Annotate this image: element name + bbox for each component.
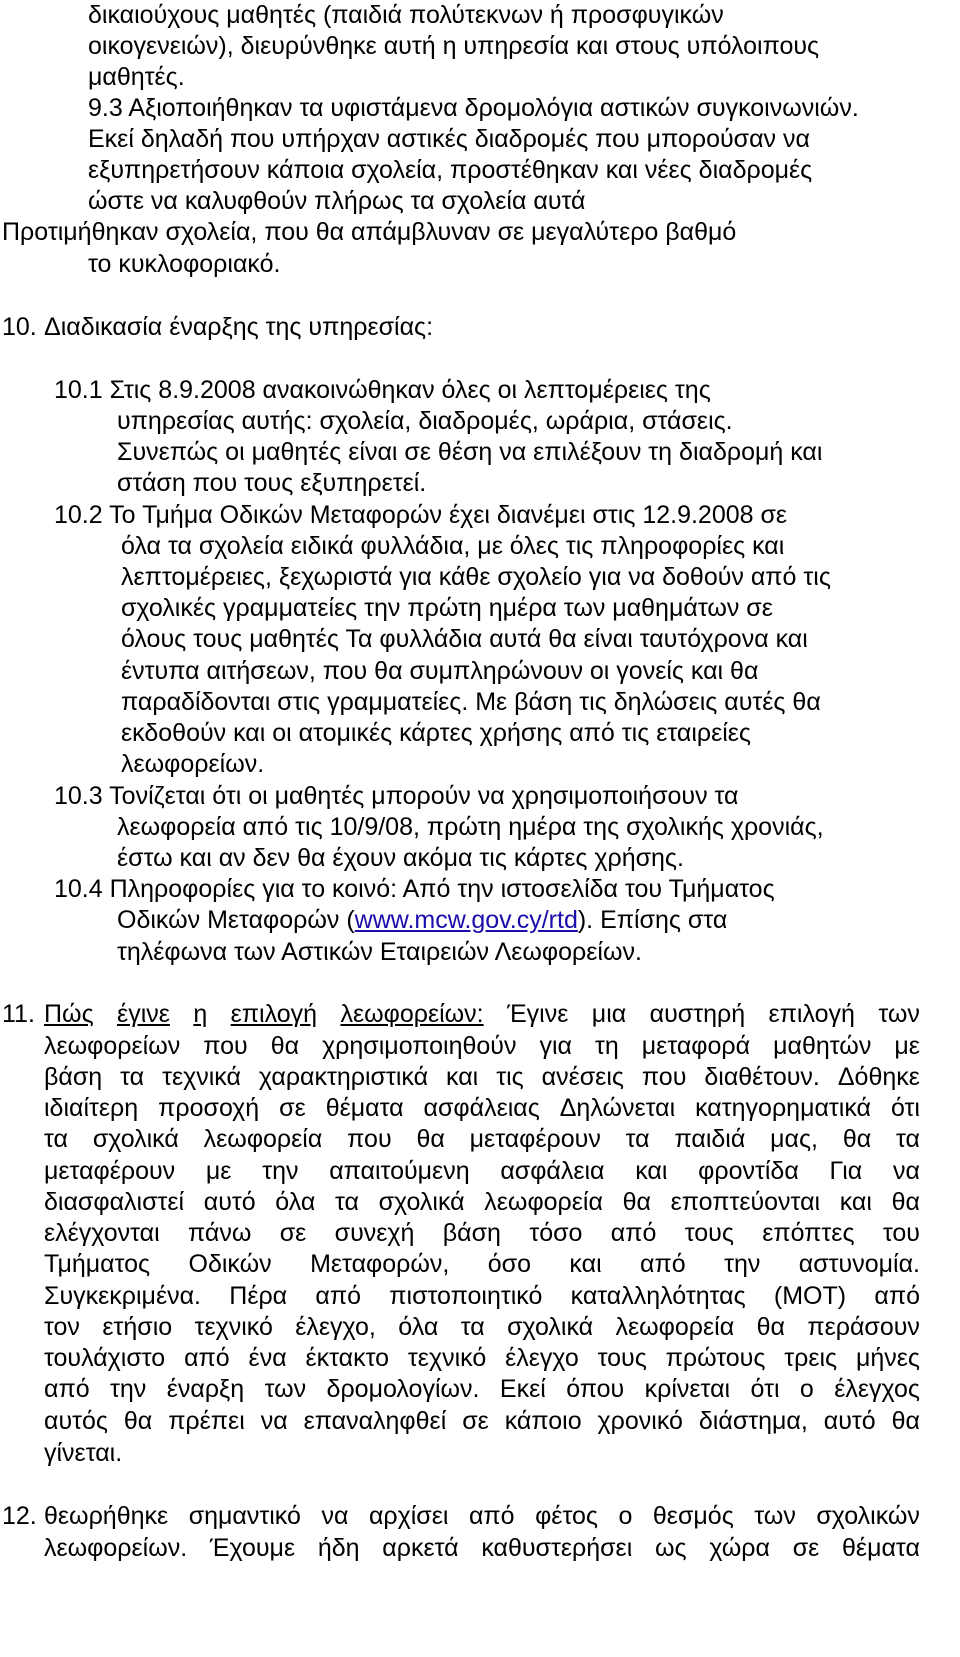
word: μεταφέρουν: [469, 1125, 601, 1154]
word: διάστημα,: [698, 1406, 808, 1435]
word: από: [184, 1344, 230, 1372]
word: έναρξη: [166, 1375, 245, 1404]
section-9-3-line: Προτιμήθηκαν σχολεία, που θα απάμβλυναν σε μεγαλύτερο βαθμό: [2, 218, 737, 246]
word: λεωφορεία: [203, 1125, 323, 1154]
section-11-word: επιλογή: [768, 1000, 855, 1028]
section-10-3-line: έστω και αν δεν θα έχουν ακόμα τις κάρτες χρήσης.: [117, 844, 684, 872]
word: έλεγχο,: [295, 1312, 376, 1341]
section-9-3-line: εξυπηρετήσουν κάποια σχολεία, προστέθηκαν και νέες διαδρομές: [88, 156, 813, 184]
word: χαρακτηριστικά: [258, 1062, 429, 1091]
word: τεχνικά: [162, 1062, 241, 1091]
word: μήνες: [855, 1344, 920, 1372]
section-10-2-line: εκδοθούν και οι ατομικές κάρτες χρήσης από τις εταιρείες: [121, 719, 751, 747]
section-11-heading-word: έγινε: [117, 1000, 170, 1028]
section-9-3-line: 9.3 Αξιοποιήθηκαν τα υφιστάμενα δρομολόγια αστικών συγκοινωνιών.: [88, 94, 859, 122]
word: παιδιά: [674, 1125, 746, 1154]
justified-line: [44, 1312, 920, 1344]
word: από: [44, 1375, 90, 1404]
word: ο: [799, 1375, 814, 1404]
word: ένα: [248, 1344, 287, 1372]
word: τα: [625, 1125, 650, 1154]
word: μεταφορά: [641, 1031, 751, 1060]
section-10-2-line: 10.2 Το Τμήμα Οδικών Μεταφορών έχει διανέμει στις 12.9.2008 σε: [54, 501, 788, 529]
word: τα: [120, 1062, 145, 1091]
word: διασφαλιστεί: [44, 1187, 185, 1216]
word: Τμήματος: [44, 1250, 151, 1279]
word: (ΜΟΤ): [773, 1281, 847, 1310]
section-11-heading-word: η: [193, 1000, 208, 1028]
word: δρομολογίων.: [326, 1375, 480, 1404]
word: Πέρα: [229, 1281, 288, 1310]
word: τεχνικό: [194, 1312, 273, 1341]
word: θα: [891, 1187, 920, 1216]
word: όσο: [487, 1250, 531, 1279]
word: καθυστερήσει: [481, 1533, 633, 1562]
section-9-3-line: ώστε να καλυφθούν πλήρως τα σχολεία αυτά: [88, 187, 586, 215]
justified-line: [44, 1374, 920, 1406]
word: Δόθηκε: [837, 1062, 920, 1091]
word: αυτό: [823, 1406, 876, 1435]
word: των: [754, 1502, 796, 1530]
word: βάση: [44, 1062, 103, 1091]
word: φέτος: [535, 1502, 598, 1530]
section-10-4-line: 10.4 Πληροφορίες για το κοινό: Από την ιστοσελίδα του Τμήματος: [54, 875, 775, 903]
word: χώρα: [709, 1533, 770, 1562]
section-10-2-line: έντυπα αιτήσεων, που θα συμπληρώνουν οι γονείς και θα: [121, 657, 759, 685]
word: περάσουν: [807, 1312, 920, 1341]
section-9-3-line: το κυκλοφοριακό.: [88, 250, 281, 278]
word: συνεχή: [334, 1219, 415, 1247]
word: και: [446, 1062, 479, 1091]
section-11-word: αυστηρή: [649, 1000, 746, 1028]
word: τρεις: [784, 1344, 838, 1372]
section-11-heading-word: Πώς: [44, 1000, 94, 1028]
word: τα: [896, 1125, 920, 1154]
word: σχολικών: [816, 1502, 920, 1530]
word: τα: [334, 1187, 359, 1216]
word: τον: [44, 1312, 80, 1341]
word: χρησιμοποιηθούν: [322, 1031, 517, 1060]
section-10-1-line: υπηρεσίας αυτής: σχολεία, διαδρομές, ωράρια, στάσεις.: [117, 407, 733, 435]
justified-line: [44, 1031, 920, 1063]
section-11-word: των: [878, 1000, 920, 1028]
word: να: [260, 1406, 288, 1435]
word: σχολικά: [378, 1187, 465, 1216]
word: όπου: [566, 1375, 625, 1404]
word: ιδιαίτερη: [44, 1094, 139, 1122]
word: τόσο: [529, 1219, 583, 1247]
word: μας,: [770, 1125, 818, 1154]
word: λεωφορεία: [484, 1187, 603, 1216]
website-link[interactable]: www.mcw.gov.cy/rtd: [354, 906, 578, 934]
word: ανέσεις: [541, 1062, 624, 1091]
word: πρέπει: [168, 1406, 245, 1435]
word: επόπτες: [762, 1219, 855, 1247]
word: τεχνικό: [407, 1344, 487, 1372]
word: Για: [829, 1156, 863, 1185]
justified-line: [44, 1406, 920, 1438]
word: τα: [460, 1312, 485, 1341]
justified-line: [44, 1343, 920, 1375]
word: από: [640, 1250, 686, 1279]
word: κρίνεται: [644, 1375, 731, 1404]
word: ότι: [750, 1375, 780, 1404]
justified-line: [44, 1062, 920, 1094]
word: από: [610, 1219, 657, 1247]
word: επαναληφθεί: [303, 1406, 447, 1435]
word: χρονικό: [597, 1406, 683, 1435]
word: Έχουμε: [209, 1533, 296, 1562]
word: βάση: [442, 1219, 501, 1247]
word: ασφάλειας: [423, 1094, 540, 1122]
word: σε: [279, 1219, 307, 1247]
word: σε: [462, 1406, 489, 1435]
section-10-3-line: λεωφορεία από τις 10/9/08, πρώτη ημέρα της σχολικής χρονιάς,: [117, 813, 824, 841]
section-11-number: 11.: [2, 1000, 35, 1028]
word: θα: [416, 1125, 445, 1154]
section-10-1-line: 10.1 Στις 8.9.2008 ανακοινώθηκαν όλες οι λεπτομέρειες της: [54, 376, 711, 404]
word: τα: [44, 1125, 68, 1154]
word: έκτακτο: [305, 1344, 390, 1372]
section-10-number: 10.: [2, 313, 37, 341]
word: σε: [279, 1094, 306, 1122]
word: Οδικών: [188, 1250, 272, 1279]
word: λεωφορεία: [615, 1312, 735, 1341]
word: αρχίσει: [368, 1502, 449, 1530]
section-10-3-line: 10.3 Τονίζεται ότι οι μαθητές μπορούν να χρησιμοποιήσουν τα: [54, 782, 739, 810]
word: και: [635, 1156, 668, 1185]
word: θα: [891, 1406, 920, 1435]
word: την: [262, 1156, 299, 1185]
word: ότι: [890, 1094, 920, 1122]
word: αυτός: [44, 1406, 108, 1435]
section-10-1-line: στάση που τους εξυπηρετεί.: [117, 469, 427, 497]
paragraph-line: δικαιούχους μαθητές (παιδιά πολύτεκνων ή προσφυγικών: [88, 1, 724, 29]
word: θα: [842, 1125, 872, 1154]
word: έλεγχος: [834, 1375, 920, 1404]
word: και: [839, 1187, 872, 1216]
justified-line: [44, 1249, 920, 1281]
word: πάνω: [188, 1219, 252, 1247]
word: που: [347, 1125, 392, 1154]
section-10-2-line: σχολικές γραμματείες την πρώτη ημέρα των μαθημάτων σε: [121, 594, 773, 622]
word: πρώτους: [665, 1344, 766, 1372]
word: θεσμός: [652, 1502, 734, 1530]
word: καταλληλότητας: [570, 1281, 746, 1310]
word: ως: [655, 1533, 687, 1562]
word: του: [882, 1219, 920, 1247]
word: τη: [595, 1031, 619, 1060]
section-10-2-line: όλους τους μαθητές Τα φυλλάδια αυτά θα είναι ταυτόχρονα και: [121, 625, 808, 653]
word: διαθέτουν.: [704, 1062, 820, 1091]
word: μαθητών: [773, 1031, 872, 1060]
word: να: [321, 1502, 349, 1530]
word: για: [539, 1031, 572, 1060]
word: λεωφορείων: [44, 1031, 181, 1060]
word: ελέγχονται: [44, 1219, 160, 1247]
word: να: [892, 1156, 920, 1185]
word: την: [110, 1375, 147, 1404]
section-10-4-line: τηλέφωνα των Αστικών Εταιρειών Λεωφορείων.: [117, 938, 642, 966]
word: και: [569, 1250, 602, 1279]
section-10-2-line: λεωφορείων.: [121, 750, 265, 778]
section-10-4-text: ). Επίσης στα: [577, 906, 728, 934]
section-10-4-text: Οδικών Μεταφορών (: [117, 906, 355, 934]
word: θέματα: [325, 1094, 404, 1122]
word: Εκεί: [499, 1375, 546, 1404]
section-10-2-line: παραδίδονται στις γραμματείες. Με βάση τις δηλώσεις αυτές θα: [121, 688, 821, 716]
word: θα: [123, 1406, 153, 1435]
word: από: [874, 1281, 920, 1310]
word: τις: [496, 1062, 524, 1091]
word: των: [264, 1375, 307, 1404]
section-10-1-line: Συνεπώς οι μαθητές είναι σε θέση να επιλέξουν τη διαδρομή και: [117, 438, 823, 466]
word: ασφάλεια: [500, 1156, 605, 1185]
word: τουλάχιστο: [44, 1344, 166, 1372]
section-10-2-line: όλα τα σχολεία ειδικά φυλλάδια, με όλες τις πληροφορίες και: [121, 532, 785, 560]
word: από: [315, 1281, 362, 1310]
word: με: [894, 1031, 920, 1060]
justified-line: [44, 1501, 920, 1533]
section-10-4-line: [117, 905, 727, 937]
word: από: [468, 1502, 515, 1530]
section-11-heading-word: επιλογή: [230, 1000, 318, 1028]
word: ετήσιο: [102, 1312, 173, 1341]
word: τους: [597, 1344, 647, 1372]
word: λεωφορείων.: [44, 1533, 188, 1562]
word: Συγκεκριμένα.: [44, 1281, 201, 1310]
justified-line: [44, 1281, 920, 1313]
justified-line: [44, 1187, 920, 1219]
word: μεταφέρουν: [44, 1156, 176, 1185]
word: την: [724, 1250, 761, 1279]
word: σημαντικό: [188, 1502, 301, 1530]
justified-line: [44, 1093, 920, 1125]
word: φροντίδα: [698, 1156, 799, 1185]
word: Δηλώνεται: [559, 1094, 676, 1122]
word: αρκετά: [382, 1533, 459, 1562]
section-11-word: μια: [591, 1000, 627, 1028]
justified-line: [44, 1533, 920, 1565]
section-9-3-line: Εκεί δηλαδή που υπήρχαν αστικές διαδρομές που μπορούσαν να: [88, 125, 810, 153]
word: θέματα: [842, 1533, 920, 1562]
paragraph-line: μαθητές.: [88, 63, 185, 91]
word: τους: [684, 1219, 734, 1247]
word: θα: [622, 1187, 651, 1216]
section-11-heading-word: λεωφορείων:: [340, 1000, 484, 1028]
word: αυτό: [203, 1187, 256, 1216]
section-12-number: 12.: [2, 1502, 37, 1530]
word: αστυνομία.: [798, 1250, 920, 1279]
word: απαιτούμενη: [329, 1156, 470, 1185]
justified-line: [44, 1218, 920, 1250]
word: πιστοποιητικό: [389, 1281, 543, 1310]
word: σχολικά: [92, 1125, 179, 1154]
word: σχολικά: [507, 1312, 594, 1341]
word: όλα: [275, 1187, 316, 1216]
word: θα: [756, 1312, 785, 1341]
word: έλεγχο: [505, 1344, 579, 1372]
section-11-word: Έγινε: [507, 1000, 569, 1028]
word: προσοχή: [158, 1094, 260, 1122]
word: θα: [270, 1031, 300, 1060]
word: θεωρήθηκε: [44, 1502, 169, 1530]
word: ο: [618, 1502, 633, 1530]
word: όλα: [398, 1312, 439, 1341]
word: με: [205, 1156, 232, 1185]
section-10-title: Διαδικασία έναρξης της υπηρεσίας:: [44, 313, 434, 341]
justified-line: [44, 1156, 920, 1188]
word: σε: [792, 1533, 820, 1562]
section-10-2-line: λεπτομέρειες, ξεχωριστά για κάθε σχολείο για να δοθούν από τις: [121, 563, 831, 591]
word: Μεταφορών,: [310, 1250, 450, 1279]
word: κατηγορηματικά: [695, 1094, 872, 1122]
justified-line: [44, 1124, 920, 1156]
section-11-last-line: γίνεται.: [44, 1439, 123, 1467]
section-11-first-line: [44, 999, 920, 1031]
word: ήδη: [317, 1533, 360, 1562]
word: που: [203, 1031, 248, 1060]
word: εποπτεύονται: [670, 1187, 821, 1216]
paragraph-line: οικογενειών), διευρύνθηκε αυτή η υπηρεσία και στους υπόλοιπους: [88, 32, 820, 60]
word: που: [641, 1062, 687, 1091]
word: κάποιο: [504, 1406, 582, 1435]
